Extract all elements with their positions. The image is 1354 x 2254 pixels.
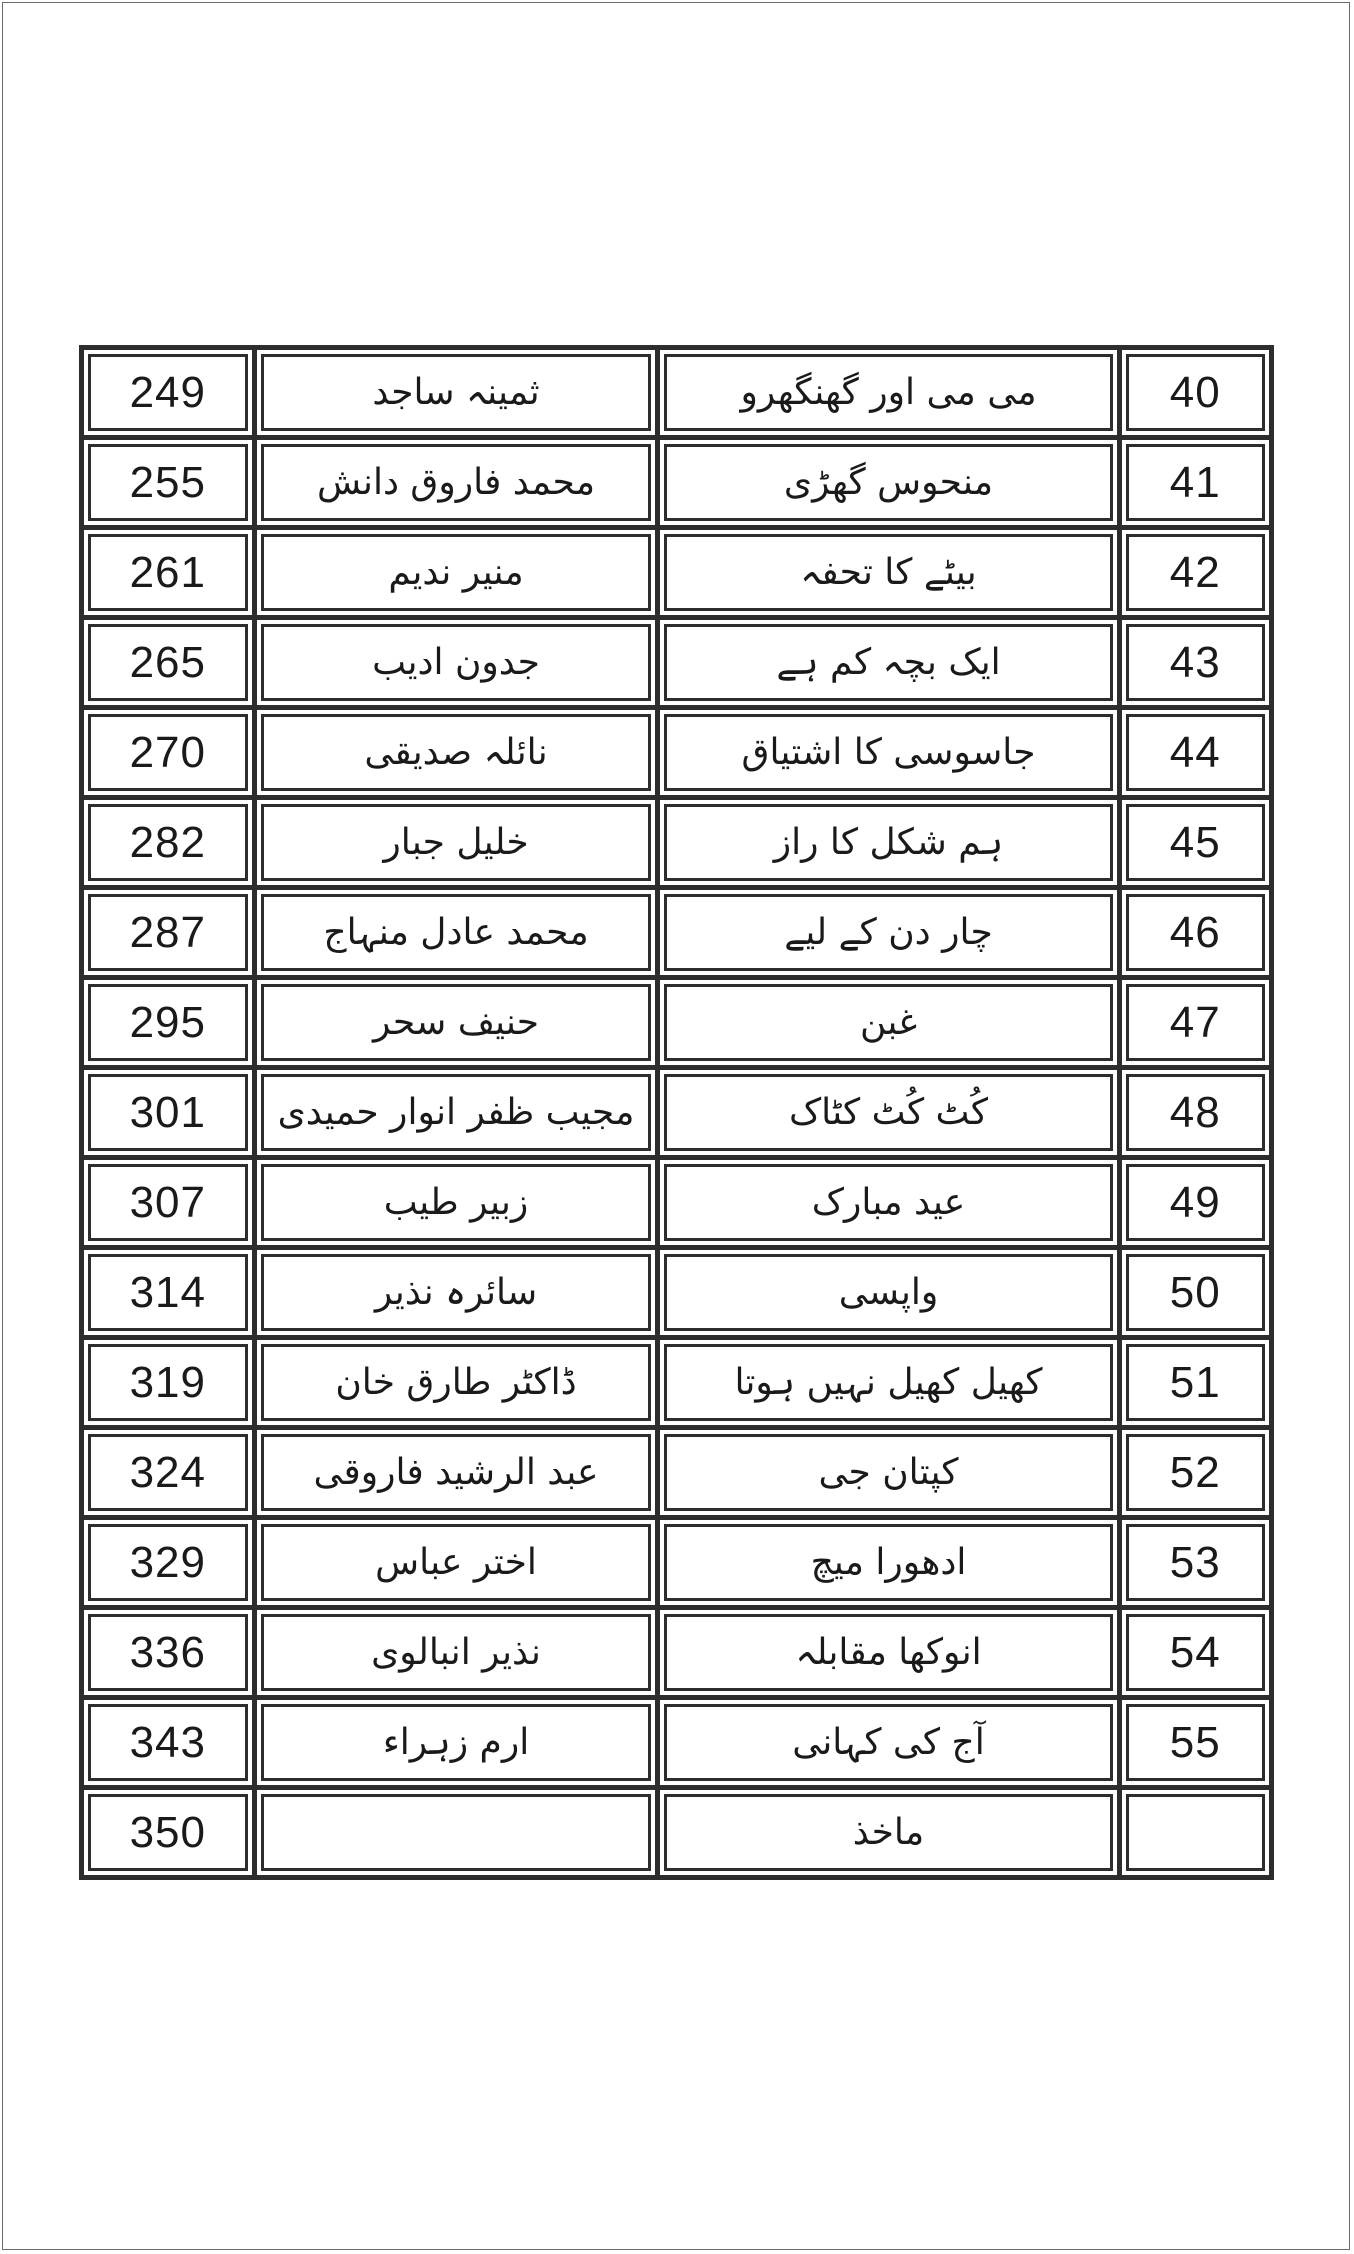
- author-cell: [257, 1790, 661, 1880]
- author-text: محمد فاروق دانش: [317, 462, 595, 503]
- page-number-text: 329: [129, 1537, 206, 1587]
- author-text: مجیب ظفر انوار حمیدی: [277, 1092, 635, 1133]
- contents-row: [84, 1520, 1274, 1610]
- page-number-text: 336: [129, 1627, 206, 1677]
- serial-number-text: 43: [1169, 637, 1221, 687]
- page-number-cell: [84, 1250, 257, 1340]
- serial-number-text: 52: [1169, 1447, 1221, 1497]
- page-number-text: 319: [129, 1357, 206, 1407]
- page-number-text: 324: [129, 1447, 206, 1497]
- author-cell: [257, 1610, 661, 1700]
- author-text: عبد الرشید فاروقی: [313, 1452, 599, 1493]
- contents-table: [79, 345, 1274, 1880]
- author-text: ثمینہ ساجد: [372, 372, 540, 413]
- serial-number-cell: [1122, 1610, 1274, 1700]
- serial-number-text: 53: [1169, 1537, 1221, 1587]
- serial-number-cell: [1122, 890, 1274, 980]
- author-cell: [257, 890, 661, 980]
- serial-number-cell: [1122, 710, 1274, 800]
- serial-number-cell: [1122, 1790, 1274, 1880]
- author-text: ارم زہراء: [382, 1722, 530, 1763]
- page-number-text: 249: [129, 367, 206, 417]
- page-number-cell: [84, 1160, 257, 1250]
- page-number-cell: [84, 620, 257, 710]
- story-title-text: می می اور گھنگھرو: [740, 372, 1037, 413]
- serial-number-cell: [1122, 1250, 1274, 1340]
- serial-number-cell: [1122, 800, 1274, 890]
- author-text: جدون ادیب: [372, 642, 540, 683]
- story-title-text: انوکھا مقابلہ: [795, 1632, 982, 1673]
- serial-number-text: 48: [1169, 1087, 1221, 1137]
- author-cell: [257, 620, 661, 710]
- page-number-text: 287: [129, 907, 206, 957]
- page-number-cell: [84, 1610, 257, 1700]
- story-title-cell: [660, 1250, 1121, 1340]
- author-cell: [257, 1340, 661, 1430]
- contents-row: [84, 800, 1274, 890]
- author-text: سائرہ نذیر: [374, 1272, 538, 1313]
- page-number-text: 261: [129, 547, 206, 597]
- story-title-cell: [660, 980, 1121, 1070]
- story-title-text: چار دن کے لیے: [784, 912, 993, 953]
- serial-number-cell: [1122, 1700, 1274, 1790]
- contents-row: [84, 1250, 1274, 1340]
- page-number-text: 265: [129, 637, 206, 687]
- page-number-text: 350: [129, 1807, 206, 1857]
- page-number-text: 301: [129, 1087, 206, 1137]
- story-title-cell: [660, 350, 1121, 440]
- author-text: خلیل جبار: [383, 822, 529, 863]
- author-text: محمد عادل منہاج: [323, 912, 589, 953]
- author-cell: [257, 980, 661, 1070]
- contents-row: [84, 440, 1274, 530]
- page-number-text: 314: [129, 1267, 206, 1317]
- page-number-cell: [84, 1340, 257, 1430]
- serial-number-text: 40: [1169, 367, 1221, 417]
- page-number-cell: [84, 1790, 257, 1880]
- author-cell: [257, 1250, 661, 1340]
- contents-row: [84, 980, 1274, 1070]
- story-title-cell: [660, 1700, 1121, 1790]
- story-title-cell: [660, 1610, 1121, 1700]
- story-title-text: کھیل کھیل نہیں ہوتا: [734, 1362, 1043, 1403]
- page-number-cell: [84, 980, 257, 1070]
- serial-number-cell: [1122, 1070, 1274, 1160]
- story-title-text: بیٹے کا تحفہ: [800, 552, 977, 593]
- serial-number-text: 42: [1169, 547, 1221, 597]
- contents-row: [84, 1610, 1274, 1700]
- serial-number-cell: [1122, 980, 1274, 1070]
- page-number-cell: [84, 440, 257, 530]
- story-title-text: واپسی: [838, 1272, 939, 1313]
- story-title-cell: [660, 1340, 1121, 1430]
- author-cell: [257, 1160, 661, 1250]
- author-cell: [257, 710, 661, 800]
- contents-row: [84, 1070, 1274, 1160]
- author-cell: [257, 1700, 661, 1790]
- contents-row: [84, 890, 1274, 980]
- story-title-cell: [660, 1520, 1121, 1610]
- story-title-text: جاسوسی کا اشتیاق: [741, 732, 1036, 773]
- author-text: نائلہ صدیقی: [364, 732, 548, 773]
- story-title-text: عید مبارک: [811, 1182, 966, 1223]
- story-title-cell: [660, 710, 1121, 800]
- page-number-cell: [84, 1520, 257, 1610]
- contents-row: [84, 1700, 1274, 1790]
- serial-number-text: 41: [1169, 457, 1221, 507]
- page-number-text: 270: [129, 727, 206, 777]
- author-cell: [257, 530, 661, 620]
- author-text: نذیر انبالوی: [371, 1632, 541, 1673]
- serial-number-cell: [1122, 620, 1274, 710]
- story-title-cell: [660, 1160, 1121, 1250]
- story-title-cell: [660, 530, 1121, 620]
- story-title-cell: [660, 620, 1121, 710]
- serial-number-text: 44: [1169, 727, 1221, 777]
- serial-number-text: 49: [1169, 1177, 1221, 1227]
- author-cell: [257, 1430, 661, 1520]
- serial-number-text: 50: [1169, 1267, 1221, 1317]
- page-number-text: 343: [129, 1717, 206, 1767]
- serial-number-cell: [1122, 1520, 1274, 1610]
- story-title-text: منحوس گھڑی: [783, 462, 994, 503]
- story-title-text: ہم شکل کا راز: [773, 822, 1004, 863]
- contents-table-body: [84, 350, 1274, 1880]
- serial-number-text: 45: [1169, 817, 1221, 867]
- author-text: ڈاکٹر طارق خان: [335, 1362, 577, 1403]
- story-title-text: کُٹ کُٹ کٹاک: [788, 1092, 989, 1133]
- story-title-cell: [660, 1070, 1121, 1160]
- author-text: زبیر طیب: [383, 1182, 529, 1223]
- story-title-cell: [660, 1430, 1121, 1520]
- serial-number-cell: [1122, 350, 1274, 440]
- serial-number-cell: [1122, 440, 1274, 530]
- author-text: حنیف سحر: [373, 1002, 539, 1043]
- contents-row: [84, 710, 1274, 800]
- page-number-cell: [84, 350, 257, 440]
- page-number-cell: [84, 890, 257, 980]
- author-cell: [257, 1520, 661, 1610]
- page-number-text: 282: [129, 817, 206, 867]
- serial-number-cell: [1122, 1430, 1274, 1520]
- page-number-cell: [84, 800, 257, 890]
- story-title-text: ماخذ: [852, 1812, 925, 1853]
- page-number-text: 307: [129, 1177, 206, 1227]
- story-title-cell: [660, 800, 1121, 890]
- page-number-text: 295: [129, 997, 206, 1047]
- serial-number-text: 54: [1169, 1627, 1221, 1677]
- contents-row: [84, 620, 1274, 710]
- author-cell: [257, 800, 661, 890]
- serial-number-text: 47: [1169, 997, 1221, 1047]
- author-cell: [257, 440, 661, 530]
- serial-number-cell: [1122, 1160, 1274, 1250]
- story-title-text: ایک بچہ کم ہے: [776, 642, 1001, 683]
- page-number-cell: [84, 1070, 257, 1160]
- story-title-text: ادھورا میچ: [810, 1542, 967, 1583]
- author-cell: [257, 350, 661, 440]
- page-number-cell: [84, 710, 257, 800]
- story-title-cell: [660, 1790, 1121, 1880]
- story-title-cell: [660, 890, 1121, 980]
- story-title-text: آج کی کہانی: [792, 1722, 985, 1763]
- contents-row: [84, 530, 1274, 620]
- story-title-text: کپتان جی: [818, 1452, 959, 1493]
- page-number-cell: [84, 530, 257, 620]
- serial-number-text: 51: [1169, 1357, 1221, 1407]
- contents-row: [84, 1340, 1274, 1430]
- author-text: منیر ندیم: [388, 552, 524, 593]
- serial-number-cell: [1122, 530, 1274, 620]
- page-number-cell: [84, 1430, 257, 1520]
- serial-number-text: 46: [1169, 907, 1221, 957]
- contents-row: [84, 1790, 1274, 1880]
- story-title-cell: [660, 440, 1121, 530]
- story-title-text: غبن: [859, 1002, 918, 1043]
- serial-number-cell: [1122, 1340, 1274, 1430]
- contents-row: [84, 1430, 1274, 1520]
- author-cell: [257, 1070, 661, 1160]
- page-number-text: 255: [129, 457, 206, 507]
- author-text: اختر عباس: [375, 1542, 537, 1583]
- serial-number-text: 55: [1169, 1717, 1221, 1767]
- contents-row: [84, 350, 1274, 440]
- contents-row: [84, 1160, 1274, 1250]
- page-number-cell: [84, 1700, 257, 1790]
